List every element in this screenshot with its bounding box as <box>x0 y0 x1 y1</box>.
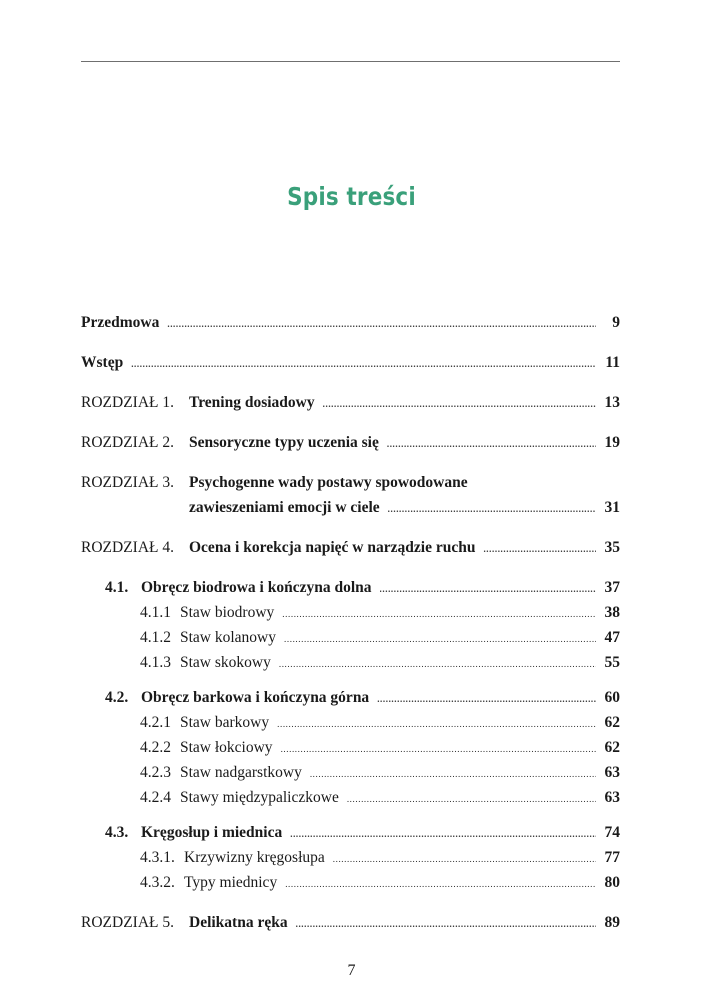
toc-entry-title-continued: zawieszeniami emocji w ciele <box>189 499 380 516</box>
toc-entry-number: ROZDZIAŁ 4. <box>81 539 174 556</box>
toc-entry-subsection-4-3-2[interactable] <box>81 870 620 895</box>
page-number: 7 <box>347 962 356 979</box>
toc-entry-title: Obręcz biodrowa i kończyna dolna <box>141 579 372 596</box>
dot-leader <box>310 762 596 787</box>
toc-entry-title: Obręcz barkowa i kończyna górna <box>141 689 370 706</box>
dot-leader <box>167 312 596 337</box>
toc-entry-number: 4.1.2 <box>140 629 171 646</box>
toc-entry-page: 11 <box>605 354 620 371</box>
dot-leader <box>333 847 596 872</box>
dot-leader <box>377 687 596 712</box>
toc-entry-wstep[interactable] <box>81 350 620 375</box>
toc-entry-subsection-4-2-3[interactable] <box>81 760 620 785</box>
dot-leader <box>323 392 596 417</box>
dot-leader <box>131 352 596 377</box>
dot-leader <box>279 652 596 677</box>
toc-entry-subsection-4-1-1[interactable] <box>81 600 620 625</box>
toc-entry-title: Staw kolanowy <box>180 629 277 646</box>
toc-entry-chapter-4[interactable] <box>81 535 620 560</box>
toc-entry-number: 4.1.3 <box>140 654 171 671</box>
toc-entry-number: 4.3.1. <box>140 849 175 866</box>
toc-entry-title: Stawy międzypaliczkowe <box>180 789 339 806</box>
toc-entry-przedmowa[interactable] <box>81 310 620 335</box>
toc-entry-number: 4.2.1 <box>140 714 171 731</box>
dot-leader <box>296 912 596 937</box>
toc-entry-title: Trening dosiadowy <box>189 394 315 411</box>
toc-entry-chapter-2[interactable] <box>81 430 620 455</box>
toc-entry-page: 31 <box>604 499 620 516</box>
toc-entry-number: ROZDZIAŁ 5. <box>81 914 174 931</box>
toc-entry-section-4-2[interactable] <box>81 685 620 710</box>
toc-entry-page: 63 <box>604 764 620 781</box>
toc-entry-subsection-4-3-1[interactable] <box>81 845 620 870</box>
toc-entry-title: Staw skokowy <box>180 654 271 671</box>
toc-entry-number: 4.2.4 <box>140 789 171 806</box>
toc-entry-subsection-4-1-3[interactable] <box>81 650 620 675</box>
dot-leader <box>388 497 596 522</box>
toc-entry-number: ROZDZIAŁ 2. <box>81 434 174 451</box>
toc-entry-page: 77 <box>604 849 620 866</box>
toc-entry-page: 19 <box>604 434 620 451</box>
page-title: Spis treści <box>287 182 416 211</box>
toc-entry-section-4-1[interactable] <box>81 575 620 600</box>
toc-entry-title: Kręgosłup i miednica <box>141 824 283 841</box>
dot-leader <box>380 577 596 602</box>
toc-entry-page: 74 <box>604 824 620 841</box>
toc-entry-chapter-3-continued[interactable] <box>81 495 620 520</box>
toc-entry-page: 80 <box>604 874 620 891</box>
toc-entry-subsection-4-2-1[interactable] <box>81 710 620 735</box>
dot-leader <box>483 537 596 562</box>
dot-leader <box>290 822 596 847</box>
toc-entry-page: 47 <box>604 629 620 646</box>
toc-entry-number: 4.2.3 <box>140 764 171 781</box>
toc-entry-number: ROZDZIAŁ 3. <box>81 474 174 491</box>
toc-entry-page: 35 <box>604 539 620 556</box>
toc-entry-page: 55 <box>604 654 620 671</box>
toc-entry-title: Przedmowa <box>81 314 160 331</box>
toc-entry-page: 60 <box>604 689 620 706</box>
toc-entry-title: Ocena i korekcja napięć w narządzie ruchu <box>189 539 476 556</box>
toc-entry-subsection-4-2-2[interactable] <box>81 735 620 760</box>
toc-entry-page: 63 <box>604 789 620 806</box>
toc-entry-title: Delikatna ręka <box>189 914 288 931</box>
toc-entry-page: 89 <box>604 914 620 931</box>
toc-entry-title: Psychogenne wady postawy spowodowane <box>189 474 468 491</box>
dot-leader <box>387 432 596 457</box>
toc-entry-title: Staw biodrowy <box>180 604 275 621</box>
toc-entry-title: Staw łokciowy <box>180 739 273 756</box>
dot-leader <box>282 602 596 627</box>
dot-leader <box>285 872 596 897</box>
toc-entry-page: 37 <box>604 579 620 596</box>
toc-entry-page: 13 <box>604 394 620 411</box>
toc-entry-subsection-4-1-2[interactable] <box>81 625 620 650</box>
toc-entry-title: Wstęp <box>81 354 124 371</box>
toc-entry-page: 9 <box>612 314 620 331</box>
toc-entry-number: 4.1.1 <box>140 604 171 621</box>
toc-entry-page: 62 <box>604 714 620 731</box>
toc-entry-number: 4.3. <box>105 824 129 841</box>
toc-entry-chapter-5[interactable] <box>81 910 620 935</box>
toc-entry-number: 4.2.2 <box>140 739 171 756</box>
toc-entry-title: Sensoryczne typy uczenia się <box>189 434 379 451</box>
toc-entry-title: Krzywizny kręgosłupa <box>184 849 325 866</box>
toc-entry-title: Typy miednicy <box>184 874 278 891</box>
toc-entry-section-4-3[interactable] <box>81 820 620 845</box>
toc-entry-page: 62 <box>604 739 620 756</box>
table-of-contents <box>81 310 620 935</box>
dot-leader <box>347 787 596 812</box>
toc-entry-subsection-4-2-4[interactable] <box>81 785 620 810</box>
toc-entry-title: Staw barkowy <box>180 714 270 731</box>
top-rule <box>81 61 620 62</box>
toc-entry-number: 4.3.2. <box>140 874 175 891</box>
toc-entry-number: 4.1. <box>105 579 129 596</box>
toc-entry-page: 38 <box>604 604 620 621</box>
toc-entry-chapter-3[interactable] <box>81 470 620 495</box>
toc-entry-title: Staw nadgarstkowy <box>180 764 302 781</box>
dot-leader <box>284 627 596 652</box>
toc-entry-chapter-1[interactable] <box>81 390 620 415</box>
dot-leader <box>281 737 596 762</box>
toc-entry-number: ROZDZIAŁ 1. <box>81 394 174 411</box>
dot-leader <box>277 712 596 737</box>
toc-entry-number: 4.2. <box>105 689 129 706</box>
